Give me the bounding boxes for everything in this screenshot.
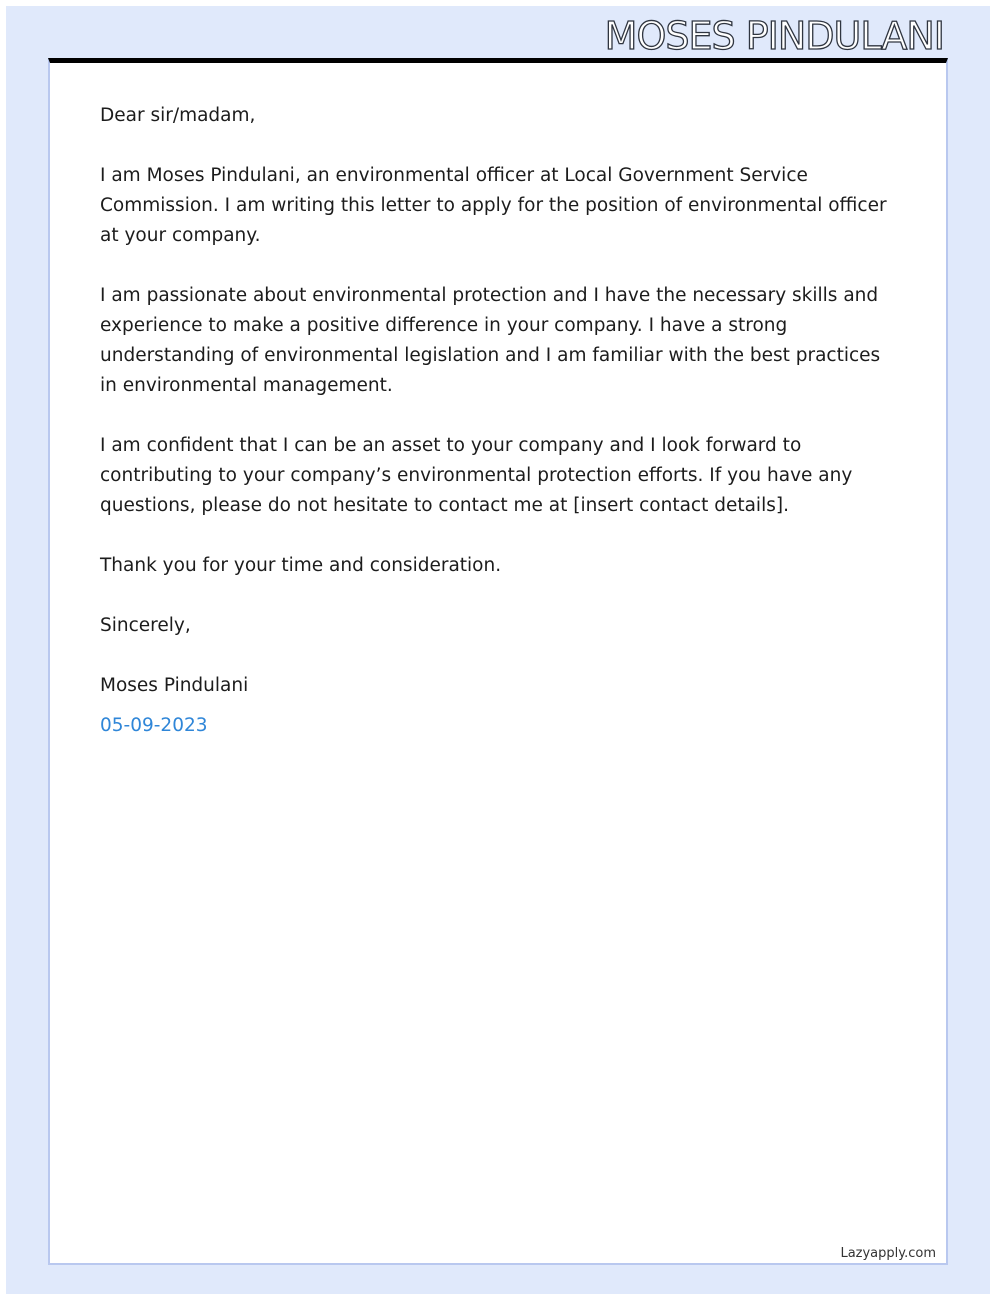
letter-signature: Moses Pindulani <box>100 675 249 696</box>
letter-closing: Sincerely, <box>100 615 191 636</box>
letter-paragraph-skills: I am passionate about environmental protection and I have the necessary skills and experience to make a positive difference in your company. I have a strong understanding of environmental legislation and I am familiar with the best practices in environmental management. <box>100 285 881 396</box>
letter-sheet <box>48 58 948 1265</box>
letter-paragraph-confidence: I am confident that I can be an asset to your company and I look forward to contributing to your company’s environmental protection efforts. If you have any questions, please do not hesitate to contact me at [insert contact details]. <box>100 435 853 516</box>
letter-date: 05-09-2023 <box>100 715 208 736</box>
watermark: Lazyapply.com <box>840 1246 936 1261</box>
header-name: MOSES PINDULANI <box>604 14 944 58</box>
letter-paragraph-intro: I am Moses Pindulani, an environmental officer at Local Government Service Commission. I am writing this letter to apply for the position of environmental officer at your company. <box>100 165 887 246</box>
letter-salutation: Dear sir/madam, <box>100 105 256 126</box>
letter-body <box>100 101 900 771</box>
letter-paragraph-thanks: Thank you for your time and consideration. <box>100 555 502 576</box>
